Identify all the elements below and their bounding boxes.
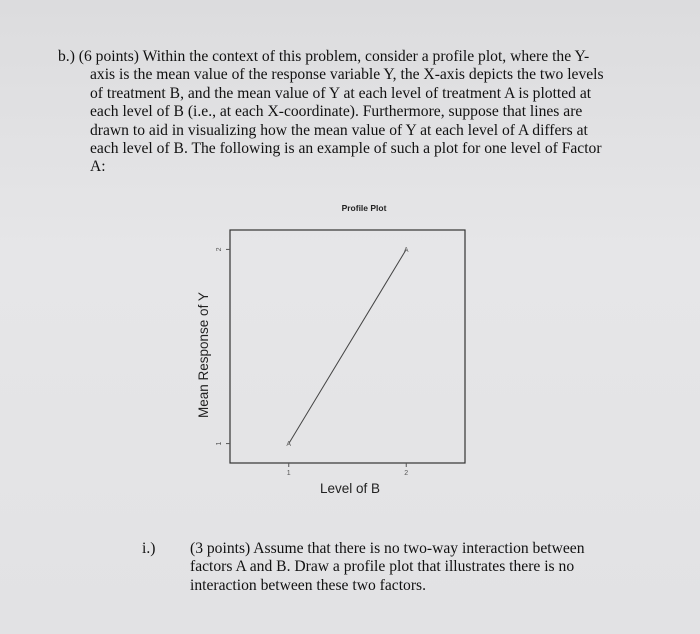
question-line: each level of B. The following is an example of such a plot for one level of Factor [90,140,602,158]
x-tick-label: 1 [286,470,291,477]
point-marker: A [286,441,292,449]
subquestion-line: factors A and B. Draw a profile plot that illustrates there is no [190,558,575,576]
subquestion-line: (3 points) Assume that there is no two-way interaction between [190,540,585,557]
question-line: of treatment B, and the mean value of Y at each level of treatment A is plotted at [90,84,592,102]
y-tick-label: 2 [216,247,223,252]
question-line: A: [90,158,106,176]
plot-title: Profile Plot [341,203,387,213]
question-line: axis is the mean value of the response variable Y, the X-axis depicts the two levels [90,66,604,84]
x-axis-label: Level of B [319,481,381,496]
question-line: each level of B (i.e., at each X-coordinate). Furthermore, suppose that lines are [90,103,583,121]
subquestion-line: interaction between these two factors. [190,576,426,594]
subquestion-text [190,540,620,595]
point-marker: A [403,246,409,254]
series-line [289,246,409,443]
x-tick-label: 2 [404,470,409,477]
y-tick-label: 1 [216,441,223,446]
y-axis-label: Mean Response of Y [196,292,211,418]
question-line: b.) (6 points) Within the context of this problem, consider a profile plot, where the Y- [58,48,590,65]
question-line: drawn to aid in visualizing how the mean value of Y at each level of A differs at [90,121,588,139]
subquestion-number: i.) [142,540,156,557]
